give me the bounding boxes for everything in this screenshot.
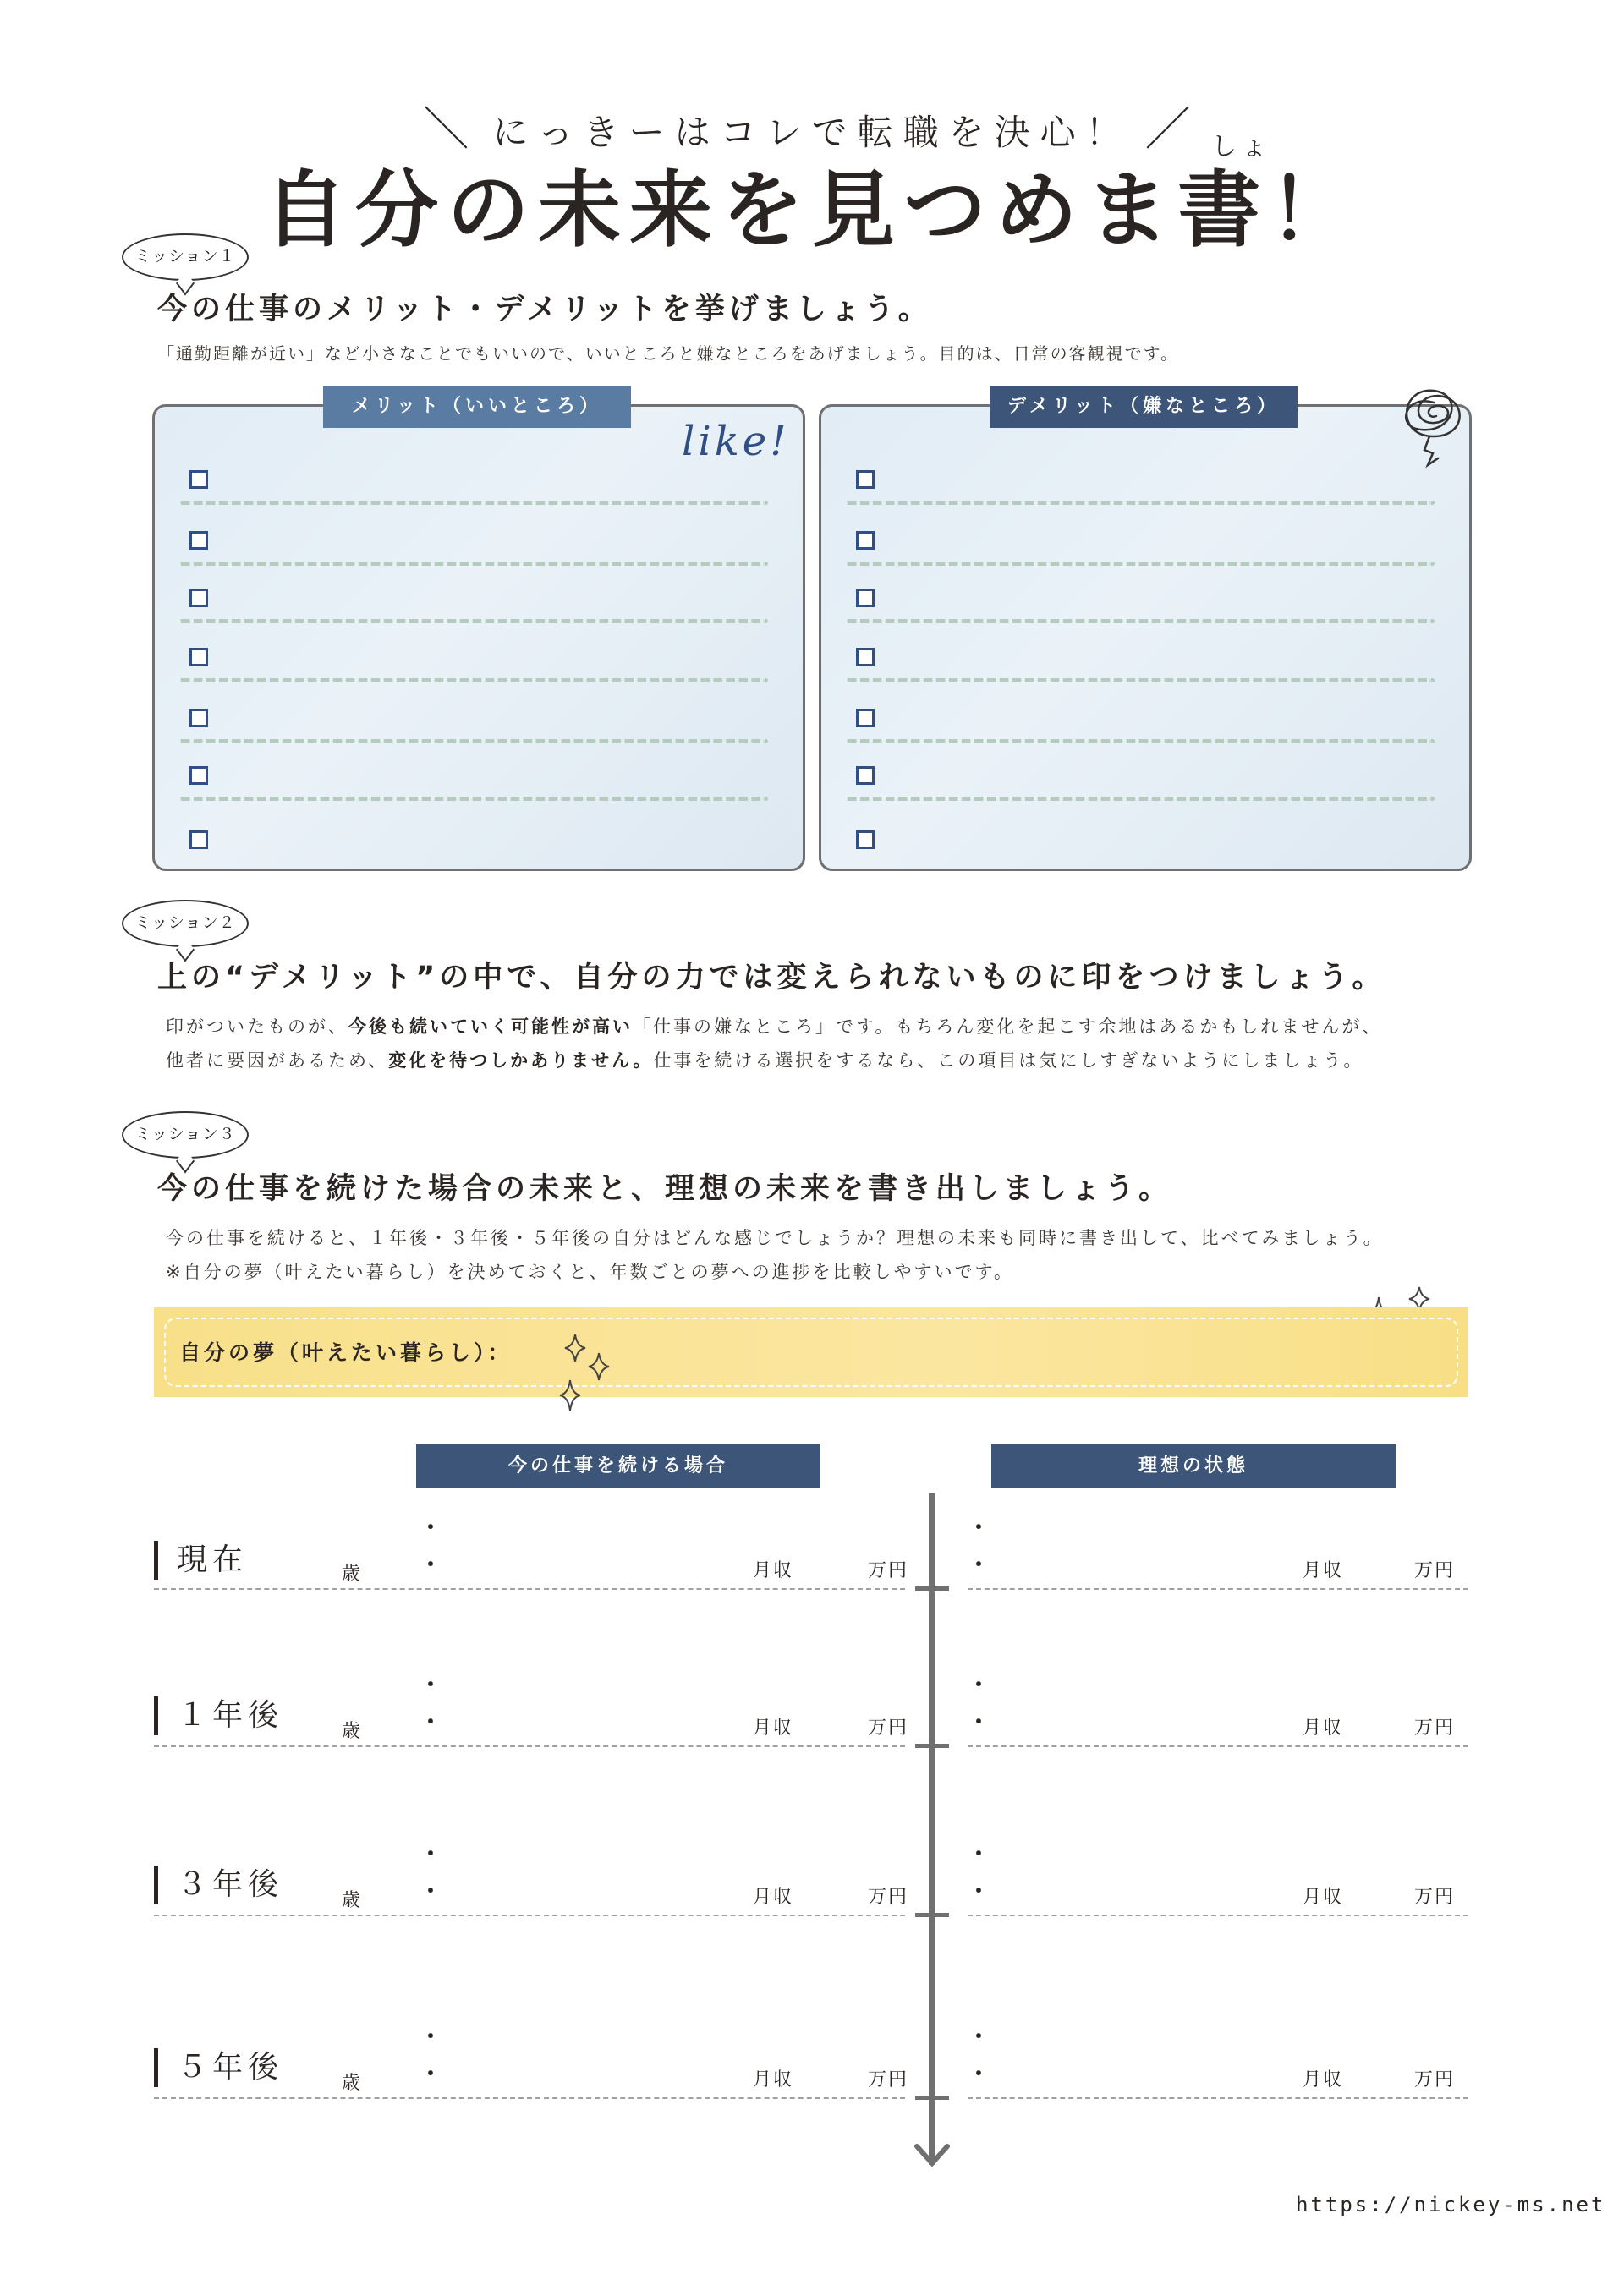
row-divider	[154, 2097, 905, 2099]
row-divider	[154, 1915, 905, 1916]
merit-label: メリット（いいところ）	[323, 386, 631, 428]
income-unit: 万円	[1414, 1560, 1456, 1581]
timeline-row-title: 現在	[154, 1541, 248, 1580]
write-line	[179, 739, 768, 743]
scribble-icon	[1387, 377, 1480, 479]
checkbox[interactable]	[856, 830, 875, 849]
checkbox[interactable]	[189, 766, 208, 785]
axis-tick	[915, 2096, 949, 2100]
kicker-slash-left: ＼	[423, 102, 480, 156]
checkbox[interactable]	[856, 531, 875, 550]
income-label: 月収	[753, 2069, 794, 2091]
income-label: 月収	[1303, 1887, 1344, 1908]
age-unit: 歳	[342, 2073, 363, 2094]
age-unit: 歳	[342, 1564, 363, 1585]
row-divider	[968, 1915, 1468, 1916]
income-unit: 万円	[1414, 1718, 1456, 1739]
bullet-point: ・	[968, 1515, 990, 1541]
mission1-badge: ミッション１	[122, 233, 249, 281]
page-title: 自分の未来を見つめま書！	[263, 162, 1360, 259]
row-divider	[968, 1745, 1468, 1747]
checkbox[interactable]	[856, 589, 875, 607]
write-line	[846, 501, 1435, 505]
merit-panel	[152, 404, 805, 871]
checkbox[interactable]	[856, 766, 875, 785]
checkbox[interactable]	[189, 648, 208, 666]
axis-tick	[915, 1913, 949, 1917]
timeline-row-title: ３年後	[154, 1866, 283, 1904]
bullet-point: ・	[420, 1842, 442, 1867]
bullet-point: ・	[968, 1879, 990, 1904]
mission2-line1-bold: 今後も続いていく可能性が高い	[348, 1016, 633, 1037]
age-unit: 歳	[342, 1890, 363, 1911]
write-line	[846, 619, 1435, 623]
checkbox[interactable]	[856, 470, 875, 489]
write-line	[846, 562, 1435, 566]
checkbox[interactable]	[189, 470, 208, 489]
demerit-panel	[819, 404, 1472, 871]
mission2-line1-a: 印がついたものが、	[166, 1016, 348, 1037]
income-unit: 万円	[1414, 1887, 1456, 1908]
row-divider	[968, 1588, 1468, 1590]
mission2-line1	[166, 1010, 1382, 1044]
row-divider	[154, 1588, 905, 1590]
write-line	[846, 678, 1435, 682]
bullet-point: ・	[420, 1879, 442, 1904]
mission2-line2-bold: 変化を待つしかありません。	[388, 1050, 654, 1071]
mission1-heading: 今の仕事のメリット・デメリットを挙げましょう。	[157, 293, 932, 326]
checkbox[interactable]	[189, 830, 208, 849]
bullet-point: ・	[968, 1673, 990, 1698]
mission3-heading: 今の仕事を続けた場合の未来と、理想の未来を書き出しましょう。	[157, 1172, 1173, 1206]
mission2-line2-a: 他者に要因があるため、	[166, 1050, 389, 1071]
checkbox[interactable]	[189, 709, 208, 727]
mission2-line2	[166, 1044, 1363, 1077]
timeline-row-title: ５年後	[154, 2048, 283, 2087]
checkbox[interactable]	[856, 709, 875, 727]
title-ruby: しょ	[1211, 132, 1272, 162]
income-label: 月収	[1303, 1560, 1344, 1581]
write-line	[846, 739, 1435, 743]
age-unit: 歳	[342, 1721, 363, 1742]
bullet-point: ・	[420, 1515, 442, 1541]
row-divider	[968, 2097, 1468, 2099]
income-label: 月収	[753, 1718, 794, 1739]
arrow-down-icon	[914, 2134, 951, 2172]
bullet-point: ・	[968, 2062, 990, 2087]
bullet-point: ・	[420, 2025, 442, 2050]
income-label: 月収	[1303, 2069, 1344, 2091]
income-unit: 万円	[1414, 2069, 1456, 2091]
bullet-point: ・	[420, 2062, 442, 2087]
checkbox[interactable]	[189, 589, 208, 607]
like-doodle: like!	[682, 418, 790, 465]
income-unit: 万円	[868, 1887, 909, 1908]
mission2-badge: ミッション２	[122, 900, 249, 947]
demerit-label: デメリット（嫌なところ）	[990, 386, 1298, 428]
bullet-point: ・	[420, 1710, 442, 1735]
checkbox[interactable]	[189, 531, 208, 550]
income-unit: 万円	[868, 1718, 909, 1739]
write-line	[179, 562, 768, 566]
timeline-axis	[929, 1493, 935, 2165]
bullet-point: ・	[420, 1553, 442, 1578]
row-divider	[154, 1745, 905, 1747]
timeline-row-title: １年後	[154, 1696, 283, 1735]
kicker-text: にっきーはコレで転職を決心！	[492, 112, 1132, 153]
write-line	[179, 501, 768, 505]
bullet-point: ・	[968, 1842, 990, 1867]
kicker-slash-right: ／	[1144, 102, 1201, 156]
income-label: 月収	[753, 1560, 794, 1581]
bullet-point: ・	[968, 1710, 990, 1735]
mission3-line2: ※自分の夢（叶えたい暮らし）を決めておくと、年数ごとの夢への進捗を比較しやすいです。	[166, 1262, 1014, 1282]
write-line	[179, 797, 768, 801]
income-unit: 万円	[868, 1560, 909, 1581]
sparkle-small-icon	[553, 1331, 621, 1421]
income-label: 月収	[1303, 1718, 1344, 1739]
mission2-line2-c: 仕事を続ける選択をするなら、この項目は気にしすぎないようにしましょう。	[653, 1050, 1364, 1071]
mission1-description: 「通勤距離が近い」など小さなことでもいいので、いいところと嫌なところをあげましょう。目的は、日常の客観視です。	[157, 343, 1179, 364]
col-ideal-label: 理想の状態	[991, 1444, 1396, 1488]
income-label: 月収	[753, 1887, 794, 1908]
col-continue-label: 今の仕事を続ける場合	[416, 1444, 820, 1488]
bullet-point: ・	[420, 1673, 442, 1698]
income-unit: 万円	[868, 2069, 909, 2091]
mission2-line1-c: 「仕事の嫌なところ」です。もちろん変化を起こす余地はあるかもしれませんが、	[633, 1016, 1383, 1037]
footer-url: https://nickey-ms.net	[1296, 2193, 1606, 2217]
mission2-heading: 上の“デメリット”の中で、自分の力では変えられないものに印をつけましょう。	[157, 961, 1386, 995]
axis-tick	[915, 1586, 949, 1591]
checkbox[interactable]	[856, 648, 875, 666]
write-line	[179, 678, 768, 682]
axis-tick	[915, 1744, 949, 1748]
dream-label: 自分の夢（叶えたい暮らし）：	[179, 1340, 513, 1365]
bullet-point: ・	[968, 2025, 990, 2050]
write-line	[846, 797, 1435, 801]
bullet-point: ・	[968, 1553, 990, 1578]
mission3-badge: ミッション３	[122, 1111, 249, 1159]
dream-bar	[154, 1307, 1468, 1397]
write-line	[179, 619, 768, 623]
mission3-line1: 今の仕事を続けると、１年後・３年後・５年後の自分はどんな感じでしょうか？理想の未来も同時に書き出して、比べてみましょう。	[166, 1228, 1384, 1248]
